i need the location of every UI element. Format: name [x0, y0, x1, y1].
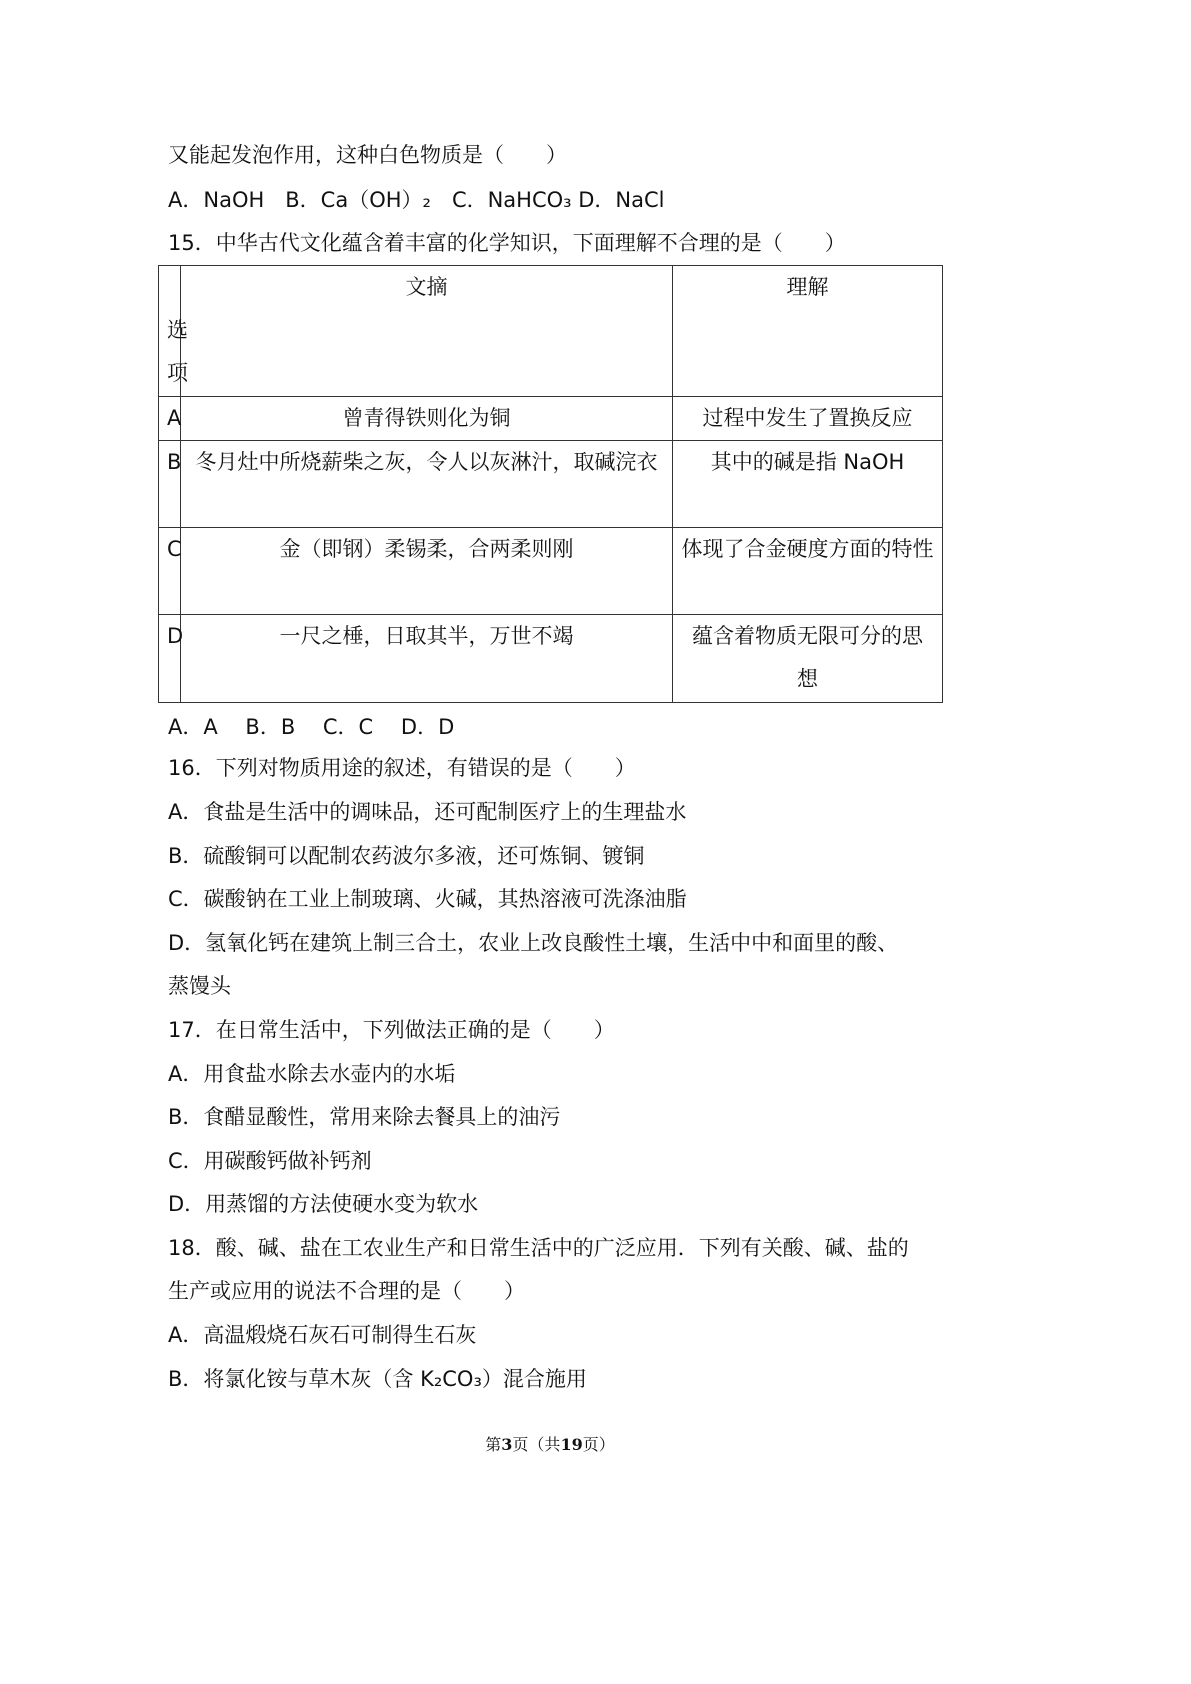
table-row	[159, 397, 943, 441]
header-option-cell	[159, 266, 188, 397]
footer-middle: 页（共	[512, 1435, 561, 1454]
page-footer	[0, 1432, 1100, 1455]
header-understanding: 理解	[673, 266, 943, 397]
q16-option-b: B．硫酸铜可以配制农药波尔多液，还可炼铜、镀铜	[168, 844, 645, 868]
q15-options: A．A B．B C．C D．D	[168, 715, 455, 739]
q16-stem: 16．下列对物质用途的叙述，有错误的是（ ）	[168, 756, 636, 780]
row-b-understanding: 其中的碱是指 NaOH	[673, 441, 943, 528]
row-b-excerpt: 冬月灶中所烧薪柴之灰，令人以灰淋汁，取碱浣衣	[181, 441, 673, 528]
table-row	[159, 441, 943, 528]
table-row	[159, 528, 943, 615]
q16-option-c: C．碳酸钠在工业上制玻璃、火碱，其热溶液可洗涤油脂	[168, 887, 687, 911]
q14-stem-tail: 又能起发泡作用，这种白色物质是（ ）	[168, 143, 567, 167]
q16-option-a: A．食盐是生活中的调味品，还可配制医疗上的生理盐水	[168, 800, 687, 824]
q17-option-c: C．用碳酸钙做补钙剂	[168, 1149, 372, 1173]
q17-option-d: D．用蒸馏的方法使硬水变为软水	[168, 1192, 479, 1216]
footer-prefix: 第	[485, 1435, 502, 1454]
q17-option-a: A．用食盐水除去水壶内的水垢	[168, 1062, 456, 1086]
row-c-option: C	[159, 528, 181, 615]
q14-options: A．NaOH B．Ca（OH）₂ C．NaHCO₃ D．NaCl	[168, 188, 665, 212]
q16-option-d-line1: D．氢氧化钙在建筑上制三合土，农业上改良酸性土壤，生活中中和面里的酸、	[168, 931, 899, 955]
q18-option-b: B．将氯化铵与草木灰（含 K₂CO₃）混合施用	[168, 1367, 587, 1391]
q17-option-b: B．食醋显酸性，常用来除去餐具上的油污	[168, 1105, 561, 1129]
row-b-option: B	[159, 441, 181, 528]
row-c-understanding: 体现了合金硬度方面的特性	[673, 528, 943, 615]
table-row	[159, 615, 943, 703]
row-a-excerpt: 曾青得铁则化为铜	[181, 397, 673, 441]
q18-stem-line1: 18．酸、碱、盐在工农业生产和日常生活中的广泛应用．下列有关酸、碱、盐的	[168, 1236, 909, 1260]
q17-stem: 17．在日常生活中，下列做法正确的是（ ）	[168, 1018, 615, 1042]
q15-stem: 15．中华古代文化蕴含着丰富的化学知识，下面理解不合理的是（ ）	[168, 231, 846, 255]
row-d-understanding: 蕴含着物质无限可分的思想	[673, 615, 943, 703]
row-a-understanding: 过程中发生了置换反应	[673, 397, 943, 441]
footer-total-pages: 19	[560, 1435, 583, 1454]
footer-page-number: 3	[501, 1435, 513, 1454]
footer-suffix: 页）	[582, 1435, 615, 1454]
header-excerpt: 文摘	[181, 266, 673, 397]
q18-option-a: A．高温煅烧石灰石可制得生石灰	[168, 1323, 477, 1347]
table-header-row	[159, 266, 943, 397]
row-d-option: D	[159, 615, 181, 703]
row-c-excerpt: 金（即钢）柔锡柔，合两柔则刚	[181, 528, 673, 615]
row-a-option: A	[159, 397, 181, 441]
q18-stem-line2: 生产或应用的说法不合理的是（ ）	[168, 1279, 525, 1303]
row-d-excerpt: 一尺之棰，日取其半，万世不竭	[181, 615, 673, 703]
q15-table	[158, 265, 943, 703]
header-option: 选项	[167, 318, 188, 385]
q16-option-d-line2: 蒸馒头	[168, 974, 231, 998]
